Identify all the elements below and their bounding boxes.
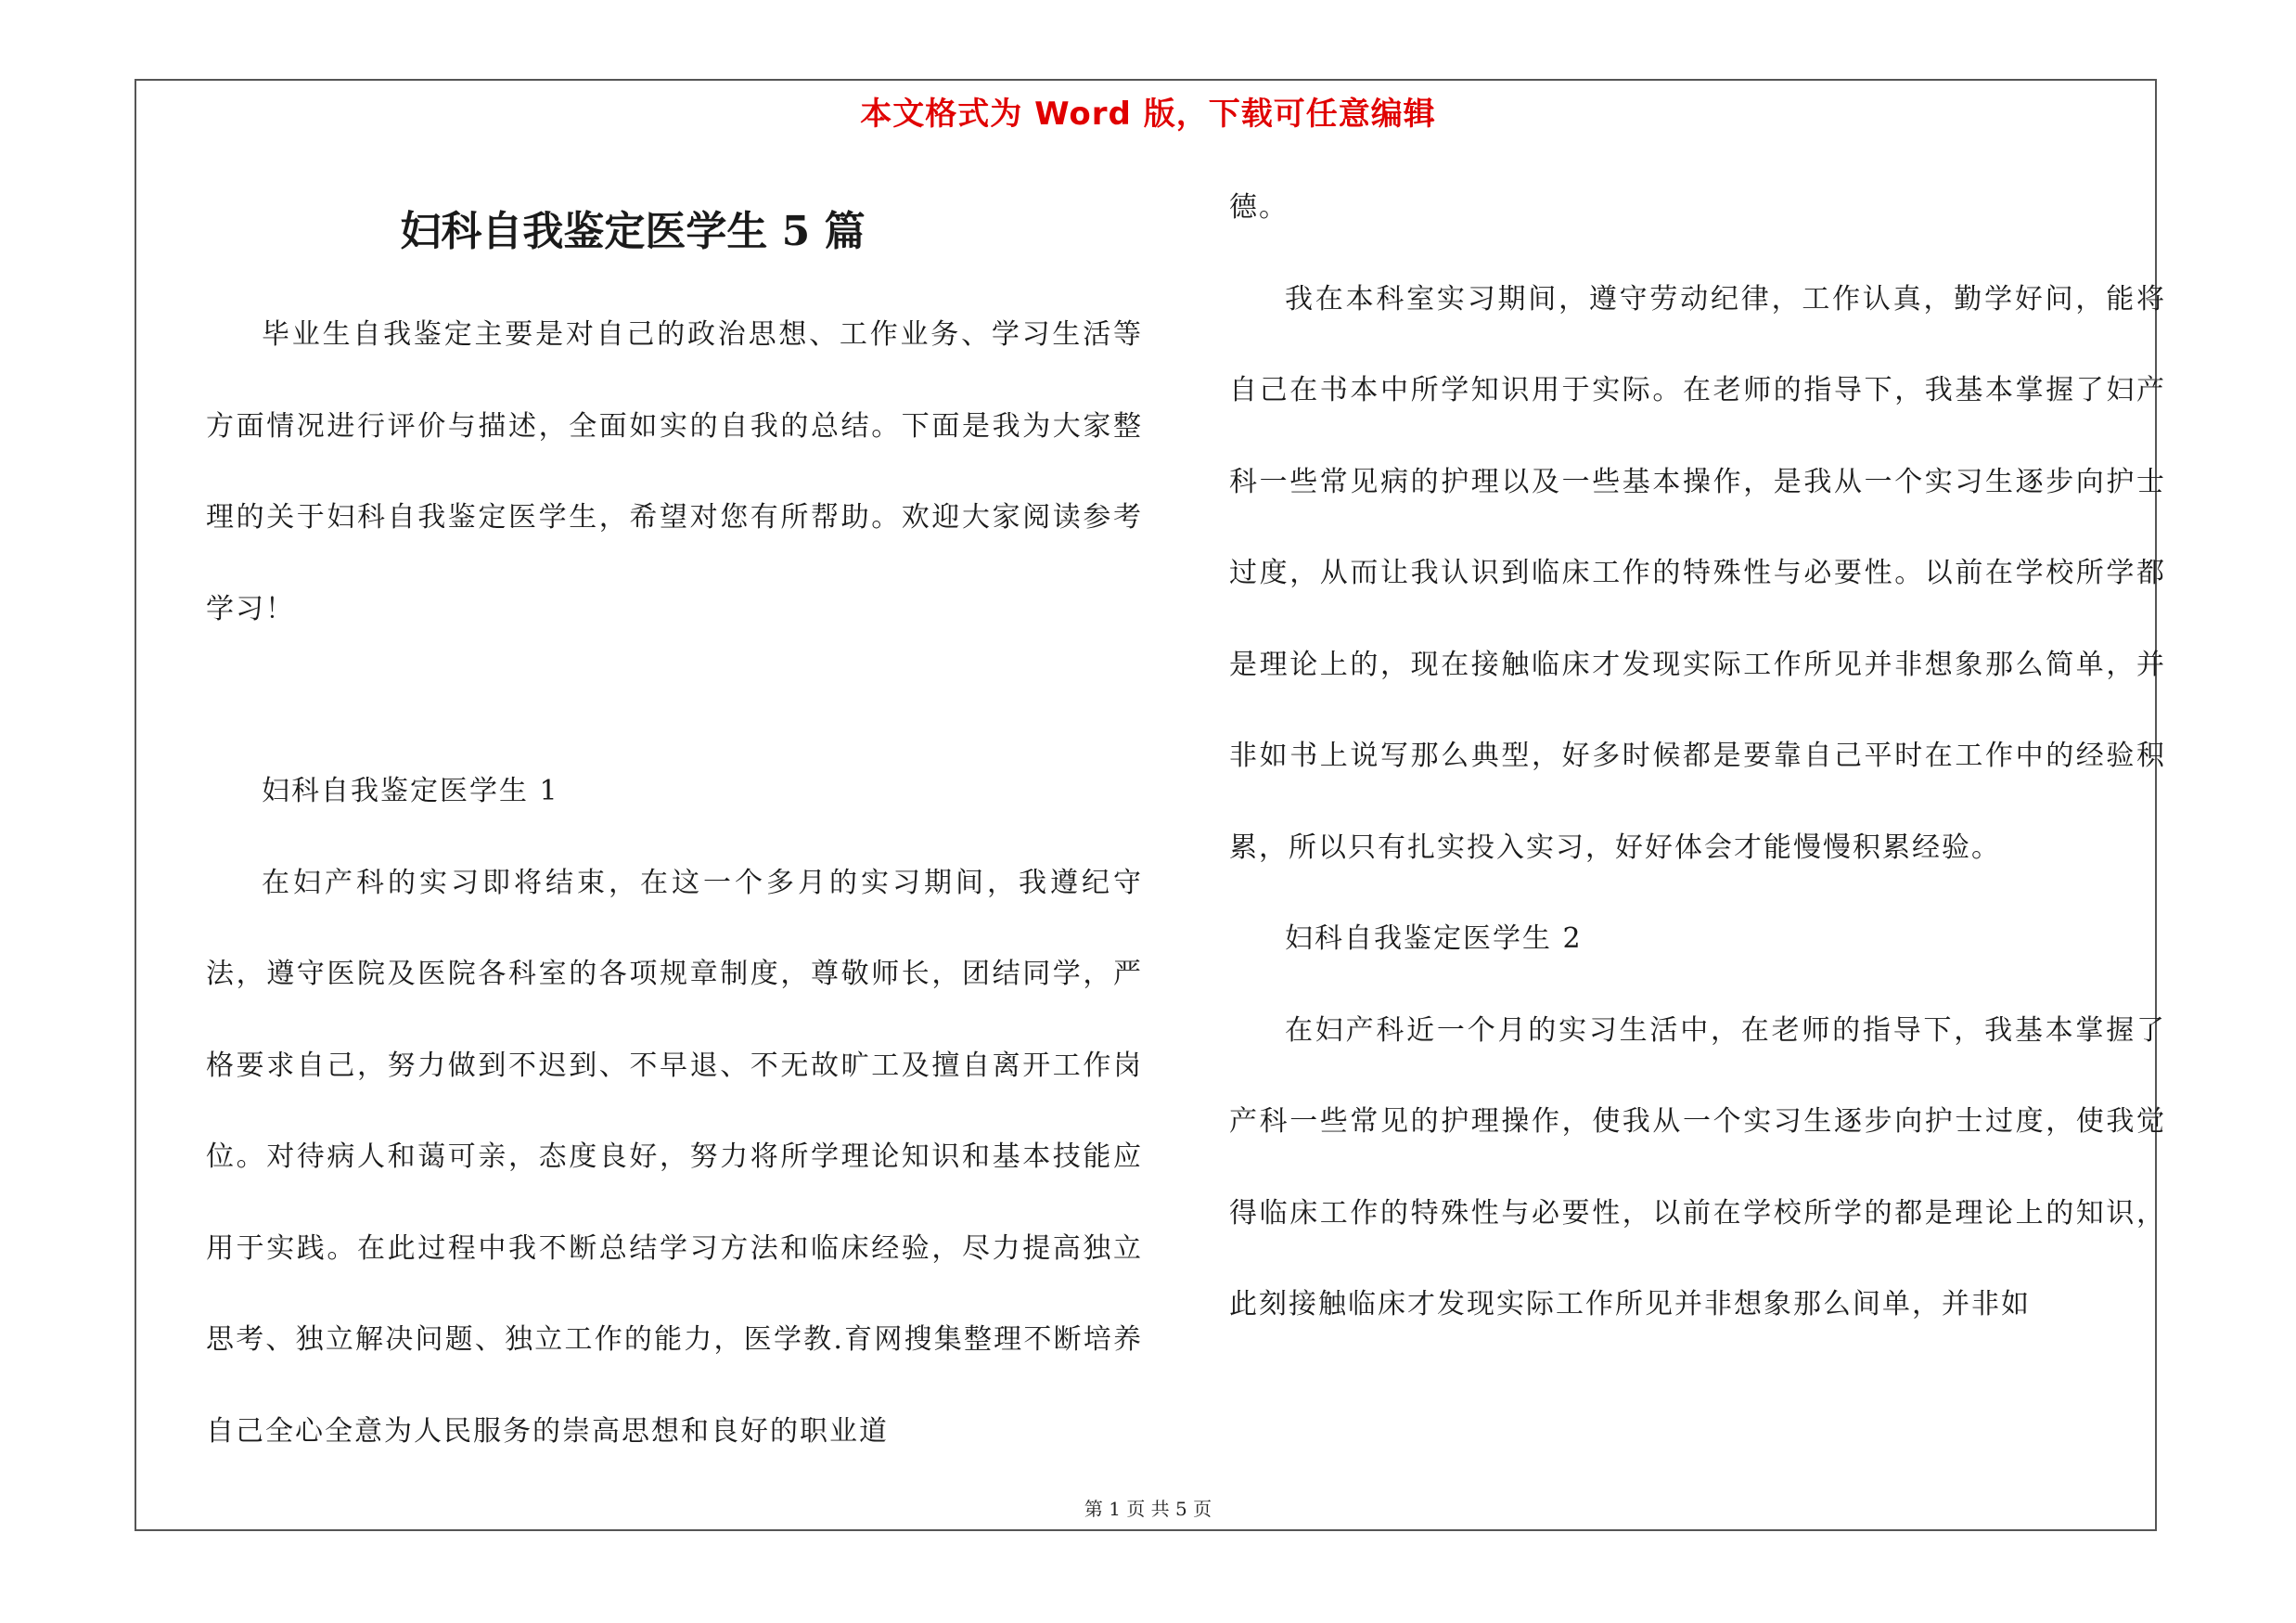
intro-paragraph: 毕业生自我鉴定主要是对自己的政治思想、工作业务、学习生活等方面情况进行评价与描述，全面如实的自我的总结。下面是我为大家整理的关于妇科自我鉴定医学生，希望对您有所帮助。欢迎大家阅读参考学习！ bbox=[206, 318, 1143, 625]
section-1-paragraph: 在妇产科的实习即将结束，在这一个多月的实习期间，我遵纪守法，遵守医院及医院各科室的各项规章制度，尊敬师长，团结同学，严格要求自己，努力做到不迟到、不早退、不无故旷工及擅自离开工作岗位。对待病人和蔼可亲，态度良好，努力将所学理论知识和基本技能应用于实践。在此过程中我不断总结学习方法和临床经验，尽力提高独立思考、独立解决问题、独立工作的能力，医学教.育网搜集整理不断培养自己全心全意为人民服务的崇高思想和良好的职业道 bbox=[206, 866, 1143, 1448]
document-title: 妇科自我鉴定医学生 5 篇 bbox=[400, 208, 866, 255]
left-column bbox=[206, 195, 1143, 1477]
continued-text: 德。 bbox=[1229, 191, 1289, 224]
section-2-paragraph: 在妇产科近一个月的实习生活中，在老师的指导下，我基本掌握了产科一些常见的护理操作，使我从一个实习生逐步向护士过度，使我觉得临床工作的特殊性与必要性，以前在学校所学的都是理论上的知识，此刻接触临床才发现实际工作所见并非想象那么间单，并非如 bbox=[1229, 1013, 2166, 1320]
section-1-paragraph-2: 我在本科室实习期间，遵守劳动纪律，工作认真，勤学好问，能将自己在书本中所学知识用于实际。在老师的指导下，我基本掌握了妇产科一些常见病的护理以及一些基本操作，是我从一个实习生逐步向护士过度，从而让我认识到临床工作的特殊性与必要性。以前在学校所学都是理论上的，现在接触临床才发现实际工作所见并非想象那么简单，并非如书上说写那么典型，好多时候都是要靠自己平时在工作中的经验积累，所以只有扎实投入实习，好好体会才能慢慢积累经验。 bbox=[1229, 282, 2166, 864]
right-column bbox=[1229, 162, 2166, 1351]
format-banner: 本文格式为 Word 版，下载可任意编辑 bbox=[860, 96, 1436, 133]
spacer bbox=[206, 655, 1143, 746]
section-heading-1: 妇科自我鉴定医学生 1 bbox=[262, 775, 559, 807]
section-heading-2: 妇科自我鉴定医学生 2 bbox=[1285, 922, 1583, 955]
page-number-footer: 第 1 页 共 5 页 bbox=[1084, 1498, 1212, 1520]
